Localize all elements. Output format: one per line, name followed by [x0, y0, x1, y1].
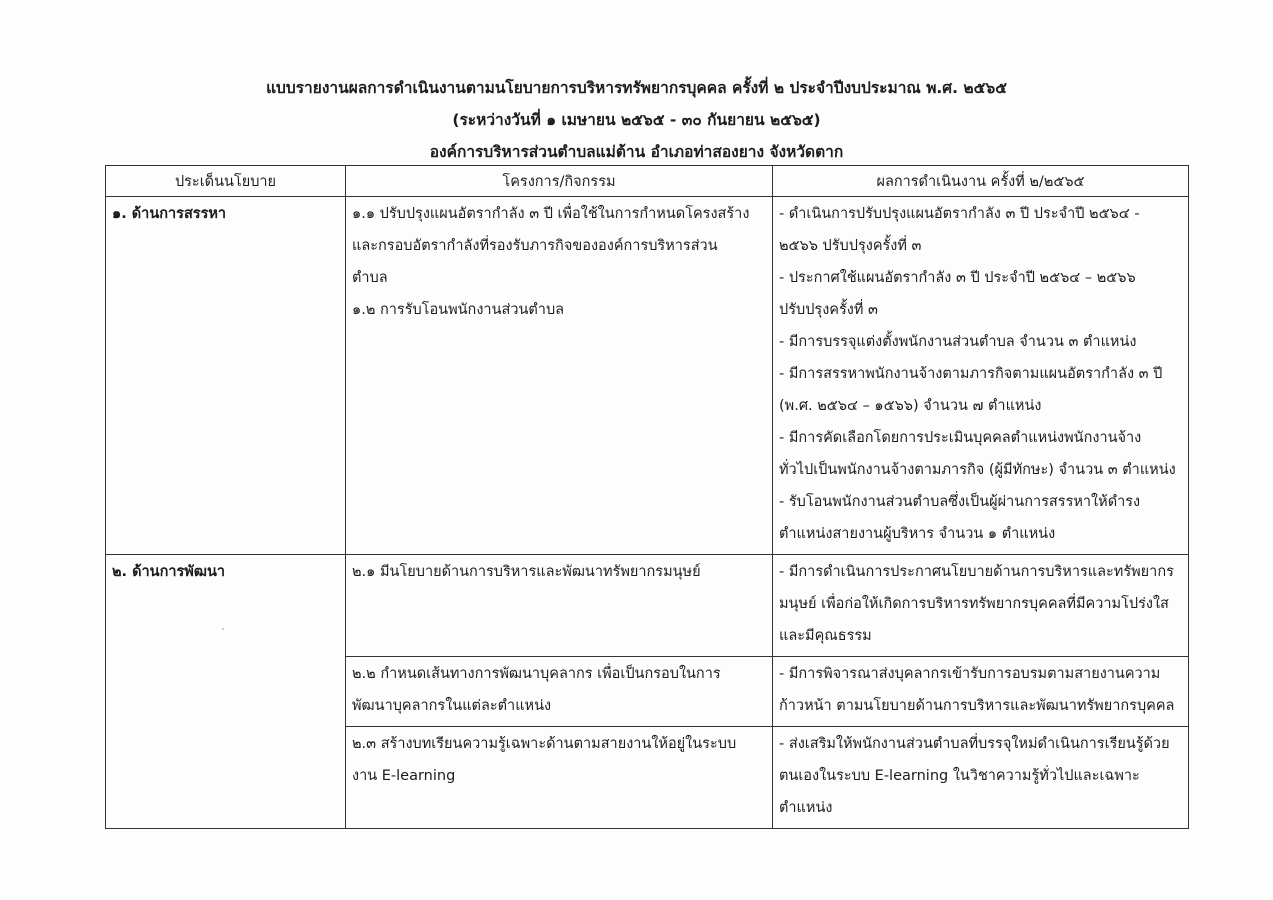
result-line: - มีการดำเนินการประกาศนโยบายด้านการบริหารและทรัพยากร — [779, 564, 1174, 580]
project-cell — [346, 197, 773, 555]
result-line: - ส่งเสริมให้พนักงานส่วนตำบลที่บรรจุใหม่ดำเนินการเรียนรู้ด้วย — [779, 736, 1170, 752]
result-line: - มีการบรรจุแต่งตั้งพนักงานส่วนตำบล จำนวน ๓ ตำแหน่ง — [779, 334, 1137, 350]
project-line: ตำบล — [352, 270, 388, 286]
column-header-result: ผลการดำเนินงาน ครั้งที่ ๒/๒๕๖๕ — [773, 166, 1189, 197]
policy-cell — [106, 197, 346, 555]
project-line: งาน E-learning — [352, 768, 456, 784]
project-cell — [346, 555, 773, 657]
project-line: พัฒนาบุคลากรในแต่ละตำแหน่ง — [352, 698, 552, 714]
policy-report-table — [105, 165, 1189, 829]
project-line: ๒.๓ สร้างบทเรียนความรู้เฉพาะด้านตามสายงานให้อยู่ในระบบ — [352, 736, 737, 752]
result-line: ก้าวหน้า ตามนโยบายด้านการบริหารและพัฒนาทรัพยากรบุคคล — [779, 698, 1175, 714]
result-line: - ประกาศใช้แผนอัตรากำลัง ๓ ปี ประจำปี ๒๕๖๔ – ๒๕๖๖ — [779, 270, 1136, 286]
result-cell — [773, 657, 1189, 727]
result-cell — [773, 727, 1189, 829]
project-cell — [346, 727, 773, 829]
document-header — [0, 72, 1273, 168]
result-cell — [773, 555, 1189, 657]
result-line: ทั่วไปเป็นพนักงานจ้างตามภารกิจ (ผู้มีทักษะ) จำนวน ๓ ตำแหน่ง — [779, 462, 1176, 478]
result-line: - มีการสรรหาพนักงานจ้างตามภารกิจตามแผนอัตรากำลัง ๓ ปี — [779, 366, 1163, 382]
result-line: มนุษย์ เพื่อก่อให้เกิดการบริหารทรัพยากรบุคคลที่มีความโปร่งใส — [779, 596, 1169, 612]
result-line: ตำแหน่ง — [779, 800, 833, 816]
policy-cell — [106, 555, 346, 829]
report-title: แบบรายงานผลการดำเนินงานตามนโยบายการบริหารทรัพยากรบุคคล ครั้งที่ ๒ ประจำปีงบประมาณ พ.ศ. ๒๕๖๕ — [266, 79, 1007, 97]
project-line: ๒.๒ กำหนดเส้นทางการพัฒนาบุคลากร เพื่อเป็นกรอบในการ — [352, 666, 721, 682]
result-cell — [773, 197, 1189, 555]
result-line: - มีการคัดเลือกโดยการประเมินบุคคลตำแหน่งพนักงานจ้าง — [779, 430, 1142, 446]
table-row — [106, 555, 1189, 657]
table-header-row — [106, 166, 1189, 197]
result-line: - ดำเนินการปรับปรุงแผนอัตรากำลัง ๓ ปี ประจำปี ๒๕๖๔ - — [779, 206, 1140, 222]
policy-label: ๑. ด้านการสรรหา — [112, 206, 227, 222]
result-line: ตนเองในระบบ E-learning ในวิชาความรู้ทั่วไปและเฉพาะ — [779, 768, 1140, 784]
project-line: ๑.๒ การรับโอนพนักงานส่วนตำบล — [352, 302, 565, 318]
result-line: และมีคุณธรรม — [779, 628, 872, 644]
report-period: (ระหว่างวันที่ ๑ เมษายน ๒๕๖๕ - ๓๐ กันยายน ๒๕๖๕) — [452, 111, 821, 129]
table-row — [106, 197, 1189, 555]
result-line: - รับโอนพนักงานส่วนตำบลซึ่งเป็นผู้ผ่านการสรรหาให้ดำรง — [779, 494, 1141, 510]
project-line: และกรอบอัตรากำลังที่รองรับภารกิจขององค์การบริหารส่วน — [352, 238, 718, 254]
result-line: (พ.ศ. ๒๕๖๔ – ๑๕๖๖) จำนวน ๗ ตำแหน่ง — [779, 398, 1042, 414]
result-line: - มีการพิจารณาส่งบุคลากรเข้ารับการอบรมตามสายงานความ — [779, 666, 1161, 682]
result-line: ๒๕๖๖ ปรับปรุงครั้งที่ ๓ — [779, 238, 922, 254]
column-header-project: โครงการ/กิจกรรม — [346, 166, 773, 197]
project-cell — [346, 657, 773, 727]
result-line: ปรับปรุงครั้งที่ ๓ — [779, 302, 878, 318]
result-line: ตำแหน่งสายงานผู้บริหาร จำนวน ๑ ตำแหน่ง — [779, 526, 1056, 542]
project-line: ๒.๑ มีนโยบายด้านการบริหารและพัฒนาทรัพยากรมนุษย์ — [352, 564, 701, 580]
column-header-policy: ประเด็นนโยบาย — [106, 166, 346, 197]
project-line: ๑.๑ ปรับปรุงแผนอัตรากำลัง ๓ ปี เพื่อใช้ในการกำหนดโครงสร้าง — [352, 206, 750, 222]
policy-label: ๒. ด้านการพัฒนา — [112, 564, 226, 580]
report-organization: องค์การบริหารส่วนตำบลแม่ต้าน อำเภอท่าสองยาง จังหวัดตาก — [429, 143, 844, 161]
